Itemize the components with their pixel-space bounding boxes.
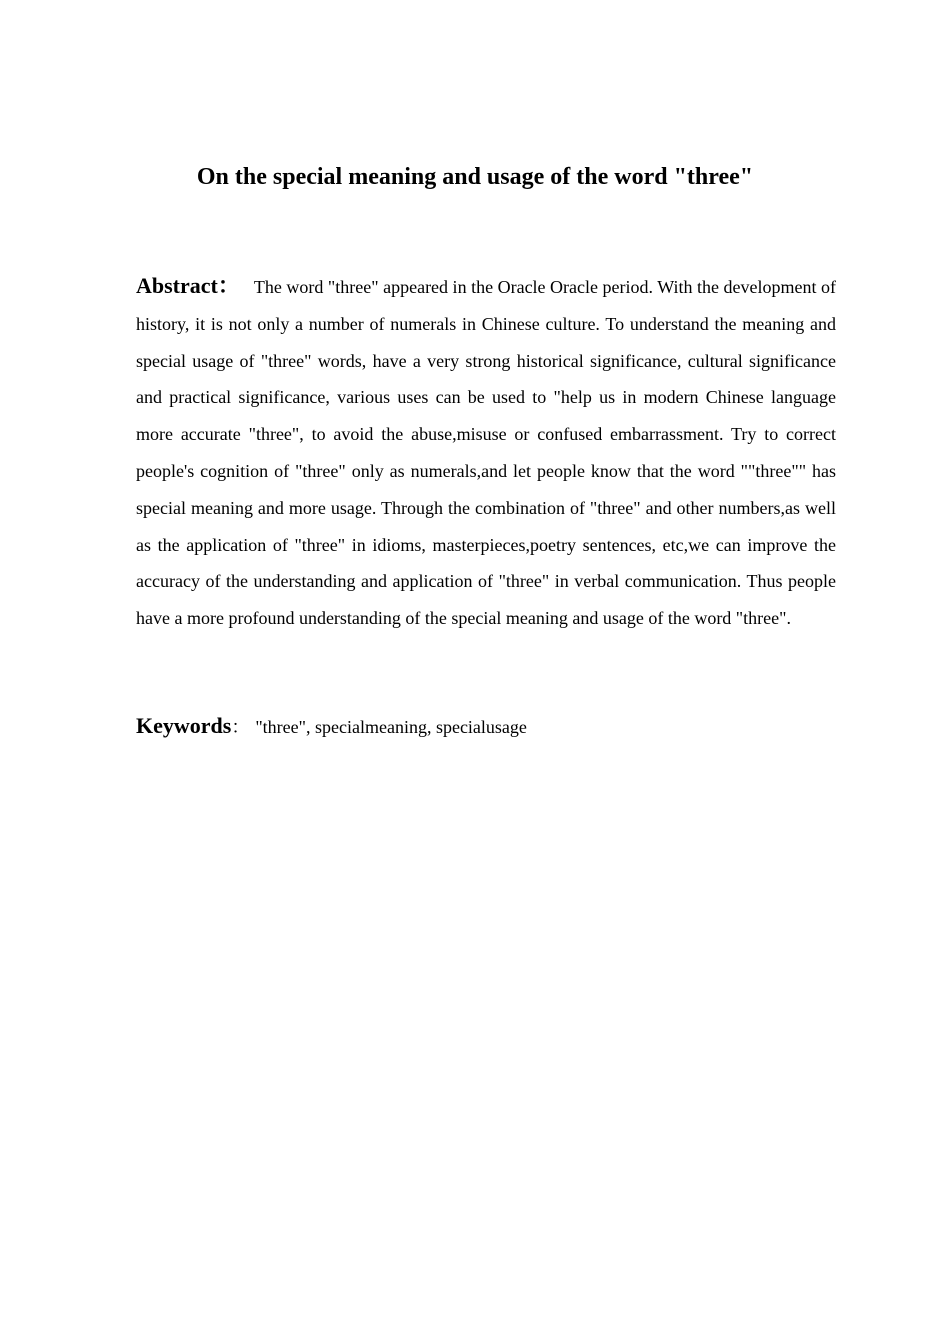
abstract-paragraph xyxy=(136,268,836,637)
paper-title: On the special meaning and usage of the word "three" xyxy=(196,164,754,190)
abstract-colon: ： xyxy=(217,273,240,298)
keywords-label: Keywords xyxy=(136,713,232,738)
abstract-text: The word "three" appeared in the Oracle Oracle period. With the development of history, it is not only a number of numerals in Chinese culture. To understand the meaning and special usage of "three" words, have a very strong historical significance, cultural significance and practical significance, various uses can be used to "help us in modern Chinese language more accurate "three", to avoid the abuse,misuse or confused embarrassment. Try to correct people's cognition of "three" only as numerals,and let people know that the word ""three"" has special meaning and more usage. Through the combination of "three" and other numbers,as well as the application of "three" in idioms, masterpieces,poetry sentences, etc,we can improve the accuracy of the understanding and application of "three" in verbal communication. Thus people have a more profound understanding of the special meaning and usage of the word "three". xyxy=(136,277,836,629)
abstract-label: Abstract xyxy=(136,273,218,298)
keywords-text: "three", specialmeaning, specialusage xyxy=(255,717,527,737)
keywords-line xyxy=(136,708,836,745)
keywords-colon: ： xyxy=(231,717,250,737)
